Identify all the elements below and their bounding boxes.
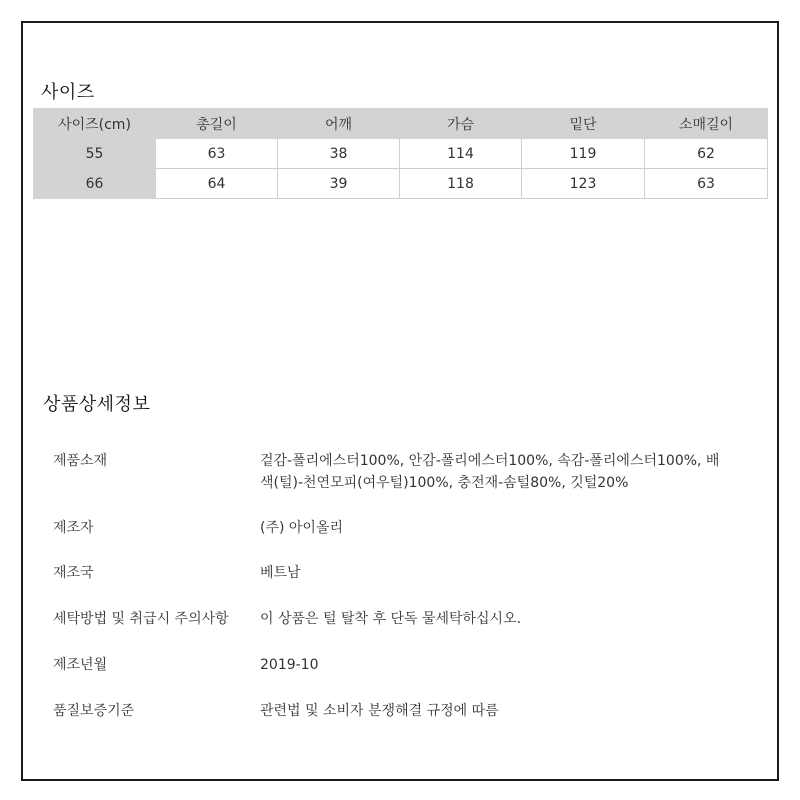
size-table [33, 108, 768, 199]
table-cell: 123 [522, 169, 645, 199]
product-detail-list [53, 450, 753, 722]
table-cell: 38 [278, 139, 400, 169]
size-table-header-row [34, 109, 768, 139]
detail-value-origin: 베트남 [260, 565, 301, 581]
list-item [53, 450, 753, 494]
table-row [34, 169, 768, 199]
table-cell: 119 [522, 139, 645, 169]
header-shoulder: 어깨 [278, 109, 400, 139]
header-chest: 가슴 [400, 109, 522, 139]
detail-label-warranty: 품질보증기준 [53, 703, 135, 719]
product-detail-title: 상품상세정보 [43, 394, 151, 415]
detail-value-warranty: 관련법 및 소비자 분쟁해결 규정에 따름 [260, 703, 499, 719]
detail-value-care: 이 상품은 털 탈착 후 단독 물세탁하십시오. [260, 611, 522, 627]
table-cell: 64 [156, 169, 278, 199]
list-item [53, 517, 753, 539]
detail-label-material: 제품소재 [53, 453, 108, 469]
table-cell: 63 [156, 139, 278, 169]
list-item [53, 608, 753, 630]
detail-label-manufacture-date: 제조년월 [53, 657, 108, 673]
detail-value-manufacturer: (주) 아이올리 [260, 520, 343, 536]
list-item [53, 700, 753, 722]
list-item [53, 654, 753, 676]
size-section-title: 사이즈 [41, 82, 95, 103]
header-total-length: 총길이 [156, 109, 278, 139]
table-cell: 118 [400, 169, 522, 199]
detail-value-material: 겉감-폴리에스터100%, 안감-폴리에스터100%, 속감-폴리에스터100%, 배색(털)-천연모피(여우털)100%, 충전재-솜털80%, 깃털20% [260, 453, 720, 491]
detail-value-manufacture-date: 2019-10 [260, 657, 319, 673]
size-label-cell: 66 [34, 169, 156, 199]
table-cell: 114 [400, 139, 522, 169]
detail-label-origin: 재조국 [53, 565, 94, 581]
detail-label-manufacturer: 제조자 [53, 520, 94, 536]
header-hem: 밑단 [522, 109, 645, 139]
size-label-cell: 55 [34, 139, 156, 169]
list-item [53, 562, 753, 584]
header-sleeve-length: 소매길이 [645, 109, 768, 139]
detail-label-care: 세탁방법 및 취급시 주의사항 [53, 611, 229, 627]
table-cell: 62 [645, 139, 768, 169]
table-cell: 63 [645, 169, 768, 199]
table-cell: 39 [278, 169, 400, 199]
table-row [34, 139, 768, 169]
header-size-cm: 사이즈(cm) [34, 109, 156, 139]
